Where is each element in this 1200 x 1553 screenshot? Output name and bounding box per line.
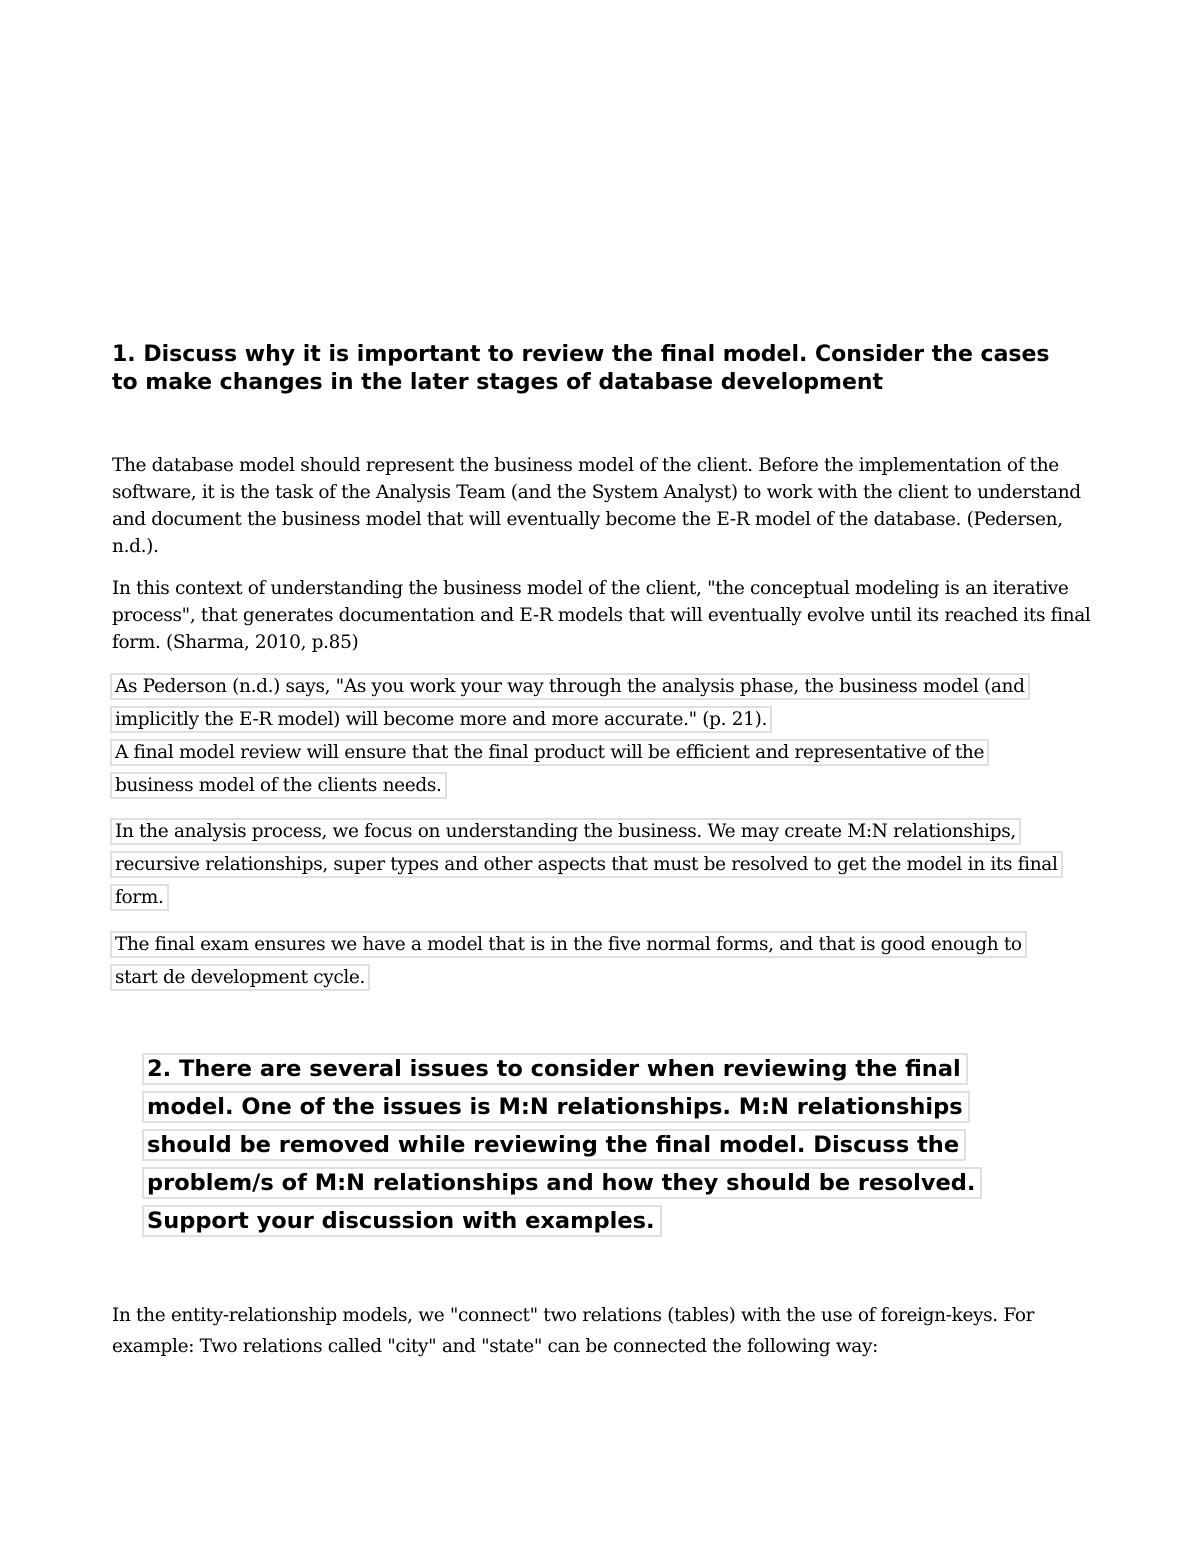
boxed-line: business model of the clients needs. bbox=[110, 772, 447, 799]
heading-line: should be removed while reviewing the final model. Discuss the bbox=[142, 1129, 966, 1161]
boxed-paragraph-pederson-quote bbox=[110, 670, 1100, 736]
heading-line: Support your discussion with examples. bbox=[142, 1205, 662, 1237]
boxed-line: implicitly the E-R model) will become more and more accurate." (p. 21). bbox=[110, 706, 772, 733]
question-2-heading bbox=[142, 1050, 1042, 1240]
boxed-line: As Pederson (n.d.) says, "As you work your way through the analysis phase, the business model (and bbox=[110, 673, 1030, 700]
boxed-line: form. bbox=[110, 884, 169, 911]
boxed-line: In the analysis process, we focus on understanding the business. We may create M:N relationships, bbox=[110, 818, 1021, 845]
boxed-paragraph-final-exam bbox=[110, 928, 1100, 994]
paragraph-business-model: The database model should represent the business model of the client. Before the implementation of the software, it is the task of the Analysis Team (and the System Analyst) to work with the client to understand and document the business model that will eventually become the E-R model of the database. (Pedersen, n.d.). bbox=[112, 455, 1081, 557]
boxed-paragraph-analysis-process bbox=[110, 815, 1100, 914]
boxed-line: recursive relationships, super types and other aspects that must be resolved to get the model in its final bbox=[110, 851, 1063, 878]
question-1-heading: 1. Discuss why it is important to review the final model. Consider the cases to make changes in the later stages of database development bbox=[112, 342, 1050, 395]
boxed-paragraph-final-review bbox=[110, 736, 1100, 802]
heading-line: model. One of the issues is M:N relationships. M:N relationships bbox=[142, 1091, 970, 1123]
heading-line: problem/s of M:N relationships and how they should be resolved. bbox=[142, 1167, 982, 1199]
boxed-line: The final exam ensures we have a model that is in the five normal forms, and that is good enough to bbox=[110, 931, 1027, 958]
paragraph-entity-relationship: In the entity-relationship models, we "connect" two relations (tables) with the use of foreign-keys. For example: Two relations called "city" and "state" can be connected the following way: bbox=[112, 1305, 1035, 1357]
boxed-line: start de development cycle. bbox=[110, 964, 370, 991]
heading-line: 2. There are several issues to consider when reviewing the final bbox=[142, 1053, 968, 1085]
paragraph-conceptual-modeling: In this context of understanding the business model of the client, "the conceptual modeling is an iterative process", that generates documentation and E-R models that will eventually evolve until its reached its final form. (Sharma, 2010, p.85) bbox=[112, 578, 1091, 653]
boxed-line: A final model review will ensure that the final product will be efficient and representative of the bbox=[110, 739, 989, 766]
